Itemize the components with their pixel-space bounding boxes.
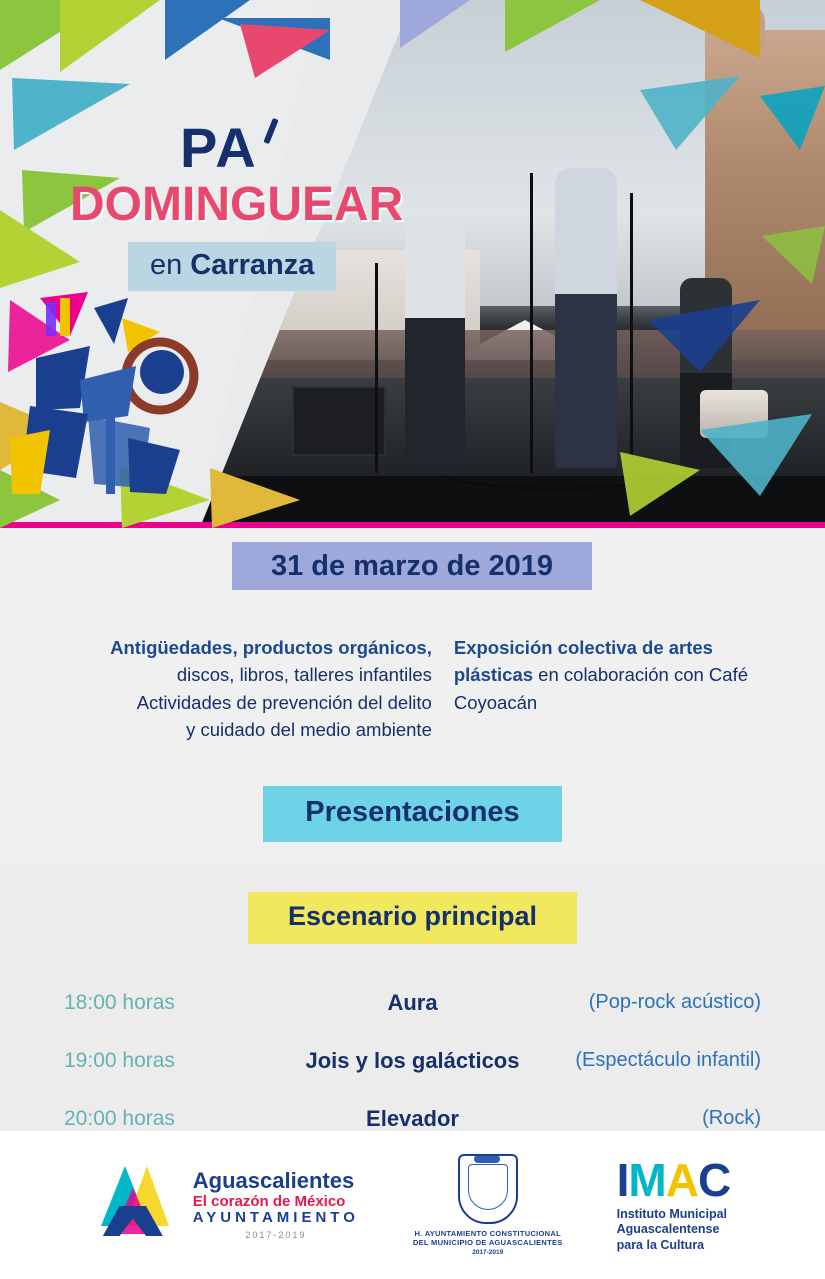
- schedule-time: 20:00 horas: [64, 1106, 175, 1130]
- info-right-bold: Exposición colectiva de artes plásticas: [453, 637, 713, 686]
- title-accent-mark: [263, 118, 278, 144]
- shield-crest-icon: [474, 1155, 500, 1163]
- coat-of-arms-icon: [458, 1154, 518, 1224]
- schedule-genre: (Pop-rock acústico): [588, 991, 761, 1013]
- info-left-line-1: Antigüedades, productos orgánicos,: [110, 637, 432, 658]
- schedule-artist: Jois y los galácticos: [305, 1047, 520, 1073]
- schedule-list: [0, 974, 825, 1148]
- trumpet-player-illustration: [10, 288, 240, 498]
- info-left-line-3: Actividades de prevención del delito: [136, 691, 432, 713]
- info-right-column: [454, 634, 777, 744]
- title-en-word: en: [150, 249, 183, 282]
- imac-sub-line-3: para la Cultura: [616, 1237, 705, 1252]
- seal-line-3: 2017-2019: [472, 1249, 504, 1256]
- imac-sub-line-2: Aguascalentense: [616, 1222, 720, 1237]
- municipal-seal: [413, 1154, 563, 1256]
- schedule-genre: (Rock): [702, 1107, 761, 1129]
- schedule-row: [64, 1032, 761, 1090]
- title-dominguear: DOMINGUEAR: [70, 178, 404, 231]
- schedule-artist: Aura: [387, 989, 438, 1015]
- title-pa-text: PA: [180, 116, 258, 179]
- footer-logos: [0, 1131, 825, 1279]
- info-left-column: [48, 634, 432, 744]
- hero-banner: [0, 0, 825, 528]
- info-right-rest: en colaboración con Café Coyoacán: [453, 664, 748, 713]
- schedule-genre: (Espectáculo infantil): [575, 1049, 761, 1071]
- ayuntamiento-line-2: El corazón de México: [192, 1192, 346, 1210]
- title-subtitle-badge: [128, 242, 336, 291]
- escenario-badge: [248, 892, 577, 944]
- schedule-time: 19:00 horas: [64, 1048, 175, 1072]
- title-pa: [180, 116, 258, 179]
- imac-subtitle: [617, 1207, 731, 1254]
- poster-title-block: [70, 116, 430, 291]
- info-left-line-2: discos, libros, talleres infantiles: [176, 664, 432, 686]
- presentaciones-badge: [263, 786, 561, 842]
- date-row: [0, 528, 825, 590]
- info-left-line-4: y cuidado del medio ambiente: [186, 719, 432, 741]
- title-place: Carranza: [190, 249, 315, 282]
- schedule-time: 18:00 horas: [64, 990, 175, 1014]
- info-columns: [0, 634, 825, 744]
- ayuntamiento-line-1: Aguascalientes: [192, 1168, 355, 1194]
- imac-letter-c: C: [697, 1153, 731, 1206]
- imac-wordmark: [616, 1153, 731, 1206]
- escenario-label: Escenario principal: [287, 900, 538, 931]
- ayuntamiento-line-3: AYUNTAMIENTO: [192, 1209, 359, 1227]
- imac-letter-a: A: [665, 1153, 698, 1206]
- imac-letter-i: I: [616, 1153, 629, 1206]
- presentaciones-section: [0, 786, 825, 842]
- aguascalientes-a-icon: [95, 1162, 181, 1248]
- schedule-artist: Elevador: [366, 1105, 459, 1131]
- ayuntamiento-wordmark: [193, 1169, 359, 1240]
- date-text: 31 de marzo de 2019: [270, 549, 554, 582]
- imac-logo: [616, 1153, 731, 1254]
- seal-line-2: DEL MUNICIPIO DE AGUASCALIENTES: [412, 1238, 563, 1247]
- imac-sub-line-1: Instituto Municipal: [616, 1206, 728, 1221]
- imac-letter-m: M: [628, 1153, 666, 1206]
- seal-line-1: H. AYUNTAMIENTO CONSTITUCIONAL: [414, 1229, 561, 1238]
- schedule-row: [64, 974, 761, 1032]
- ayuntamiento-line-4: 2017-2019: [245, 1229, 307, 1240]
- ayuntamiento-logo: [95, 1162, 359, 1248]
- presentaciones-label: Presentaciones: [305, 795, 520, 828]
- date-badge: [232, 542, 592, 590]
- escenario-section: [0, 892, 825, 944]
